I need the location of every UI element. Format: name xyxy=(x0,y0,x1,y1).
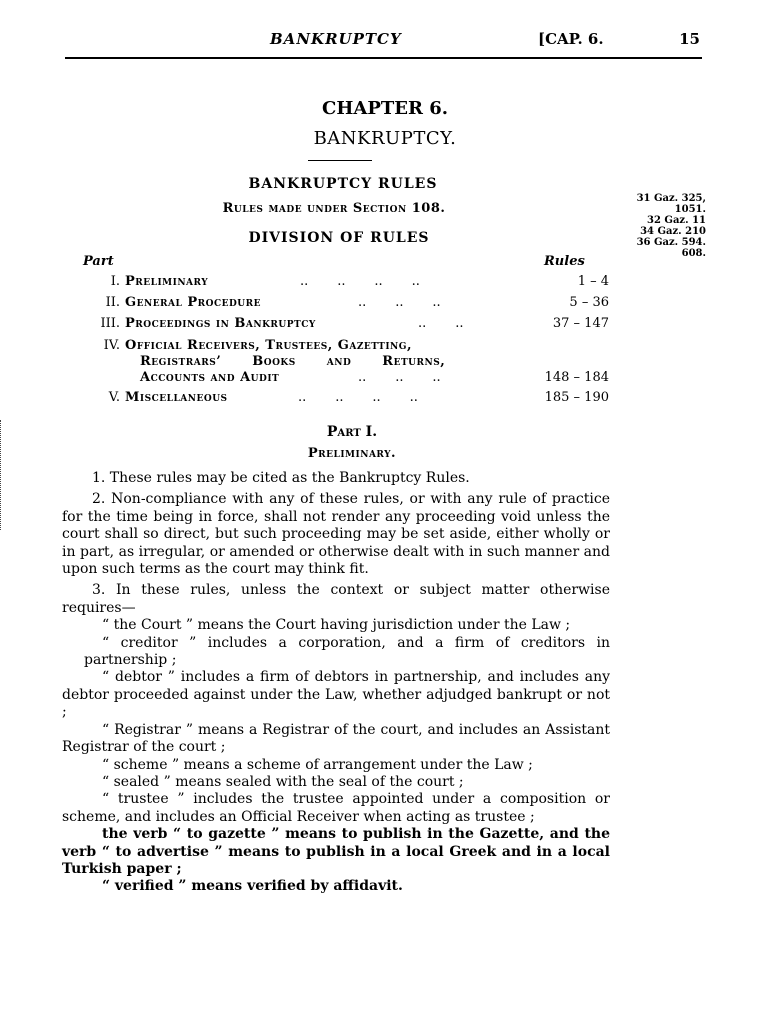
leader-dots: .. .. .. xyxy=(358,295,441,310)
definition-trustee: “ trustee ” includes the trustee appointed under a composition or scheme, and includes an Official Receiver when acting as trustee ; xyxy=(62,791,610,825)
chapter-reference: [CAP. 6. xyxy=(538,30,604,48)
toc-number: V. xyxy=(108,390,120,405)
paragraph-1: 1. These rules may be cited as the Bankruptcy Rules. xyxy=(92,470,470,486)
part-subheading: Preliminary. xyxy=(307,446,397,461)
chapter-label: CHAPTER 6. xyxy=(322,98,448,119)
toc-number: I. xyxy=(110,274,120,289)
column-header-part: Part xyxy=(83,254,114,269)
definition-verified: “ verified ” means verified by affidavit. xyxy=(102,878,403,895)
margin-note: 31 Gaz. 325, xyxy=(636,193,706,204)
toc-range: 185 – 190 xyxy=(544,390,609,405)
definition-court: “ the Court ” means the Court having jurisdiction under the Law ; xyxy=(102,617,571,634)
chapter-title: BANKRUPTCY. xyxy=(313,128,457,149)
toc-number: IV. xyxy=(103,338,120,353)
toc-label: Official Receivers, Trustees, Gazetting, xyxy=(125,338,412,353)
toc-label: Accounts and Audit xyxy=(140,370,280,385)
margin-notes xyxy=(616,193,706,259)
part-heading: Part I. xyxy=(326,424,378,440)
toc-row xyxy=(0,295,770,313)
toc-label: Preliminary xyxy=(125,274,209,289)
toc-number: III. xyxy=(100,316,120,331)
toc-range: 5 – 36 xyxy=(569,295,609,310)
margin-note: 608. xyxy=(681,248,706,259)
leader-dots: .. .. .. .. xyxy=(298,390,418,405)
definition-gazette: the verb “ to gazette ” means to publish in the Gazette, and the verb “ to advertise ” means to publish in a local Greek and in a local Turkish paper ; xyxy=(62,826,610,877)
toc-label: Proceedings in Bankruptcy xyxy=(125,316,316,331)
toc-label: Registrars’ Books and Returns, xyxy=(140,354,446,369)
toc-label: Miscellaneous xyxy=(125,390,228,405)
paragraph-3: 3. In these rules, unless the context or subject matter otherwise requires— xyxy=(62,582,610,616)
definition-scheme: “ scheme ” means a scheme of arrangement under the Law ; xyxy=(102,756,533,773)
definition-registrar: “ Registrar ” means a Registrar of the court, and includes an Assistant Registrar of the court ; xyxy=(62,721,610,756)
toc-row xyxy=(0,370,770,388)
toc-range: 37 – 147 xyxy=(552,316,609,331)
running-title: BANKRUPTCY xyxy=(270,30,402,48)
rules-made-under-text: Rules made under Section 108. xyxy=(222,201,446,216)
margin-note: 32 Gaz. 11 xyxy=(647,215,706,226)
toc-range: 148 – 184 xyxy=(544,370,609,385)
title-divider xyxy=(308,160,372,161)
rules-title: BANKRUPTCY RULES xyxy=(248,176,438,192)
leader-dots: .. .. .. xyxy=(358,370,441,385)
header-rule xyxy=(65,57,702,59)
toc-row xyxy=(0,390,770,408)
margin-note: 36 Gaz. 594. xyxy=(636,237,706,248)
page-number: 15 xyxy=(679,30,700,48)
toc-number: II. xyxy=(105,295,120,310)
column-header-rules: Rules xyxy=(544,254,585,269)
toc-row xyxy=(0,316,770,334)
leader-dots: .. .. .. .. xyxy=(300,274,420,289)
rules-made-under xyxy=(0,201,668,216)
leader-dots: .. .. xyxy=(418,316,464,331)
paragraph-2: 2. Non-compliance with any of these rules, or with any rule of practice for the time being in force, shall not render any proceeding void unless the court shall so direct, but such proceeding may be set aside, either wholly or in part, as irregular, or amended or otherwise dealt with in such manner and upon such terms as the court may think fit. xyxy=(62,491,610,578)
definition-debtor: “ debtor ” includes a firm of debtors in partnership, and includes any debtor proceeded against under the Law, whether adjudged bankrupt or not ; xyxy=(62,669,610,721)
toc-row xyxy=(0,274,770,292)
division-title: DIVISION OF RULES xyxy=(248,230,430,246)
running-header xyxy=(60,30,700,52)
toc-range: 1 – 4 xyxy=(577,274,609,289)
margin-note: 34 Gaz. 210 xyxy=(640,226,706,237)
definition-sealed: “ sealed ” means sealed with the seal of the court ; xyxy=(102,773,464,790)
body-text xyxy=(62,470,610,896)
toc-label: General Procedure xyxy=(125,295,261,310)
definition-creditor: “ creditor ” includes a corporation, and a firm of creditors in partnership ; xyxy=(84,634,610,669)
margin-note: 1051. xyxy=(674,204,706,215)
